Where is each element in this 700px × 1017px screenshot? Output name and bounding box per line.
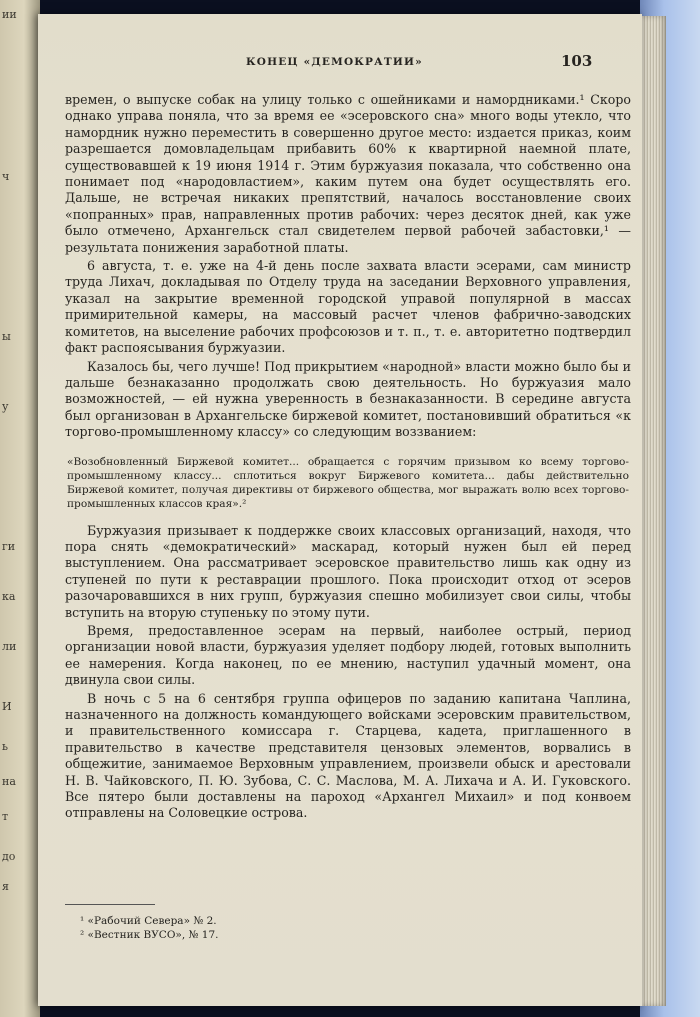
left-page-fragment: т: [2, 810, 9, 823]
paragraph: В ночь с 5 на 6 сентября группа офицеров по заданию капитана Чаплина, назначенного на должность командующего войсками эсеровским правительством, и правительственного комиссара г. Старцева, кадета, приглашенного в правительство в качестве представителя цензовых элементов, ворвались в общежитие, занимаемое Верховным управлением, произвели обыск и арестовали Н. В. Чайковского, П. Ю. Зубова, С. С. Маслова, М. А. Лихача и А. И. Гуковского. Все пятеро были доставлены на пароход «Архангел Михаил» и под конвоем отправлены на Соловецкие острова.: [65, 690, 631, 821]
running-title: КОНЕЦ «ДЕМОКРАТИИ»: [246, 56, 423, 68]
left-page-fragment: ги: [2, 540, 16, 553]
left-page-fragment: у: [2, 400, 9, 413]
left-page-fragment: я: [2, 880, 9, 893]
left-page-fragment: ка: [2, 590, 16, 603]
footnote-divider: [65, 904, 155, 905]
left-page-fragment: ы: [2, 330, 11, 343]
left-page-fragment: ли: [2, 640, 17, 653]
footnote: ¹ «Рабочий Севера» № 2.: [80, 915, 217, 927]
footnotes: [80, 914, 219, 942]
page-header: [38, 52, 642, 74]
paragraph: Время, предоставленное эсерам на первый, наиболее острый, период организации новой власти, буржуазия уделяет подбору людей, готовых выполнить ее намерения. Когда наконец, по ее мнению, наступил удачный момент, она двинула свои силы.: [65, 622, 631, 688]
left-page-fragment: И: [2, 700, 12, 713]
left-page-edge: [0, 0, 40, 1017]
book-page: [38, 14, 642, 1006]
paragraph: времен, о выпуске собак на улицу только с ошейниками и намордниками.¹ Скоро однако управа поняла, что за время ее «эсеровского сна» много воды утекло, что намордник нужно переместить в совершенно другое место: издается приказ, коим разрешается домовладельцам прибавить 60% к квартирной наемной плате, существовавшей к 19 июня 1914 г. Этим буржуазия показала, что собственно она понимает под «народовластием», каким путем она будет осуществлять его. Дальше, не встречая никаких препятствий, началось восстановление своих «попранных» прав, направленных против рабочих: через десяток дней, как уже было отмечено, Архангельск стал свидетелем первой рабочей забастовки,¹ — результата понижения заработной платы.: [65, 92, 631, 255]
left-page-fragment: на: [2, 775, 16, 788]
paragraph: Казалось бы, чего лучше! Под прикрытием «народной» власти можно было бы и дальше безнаказанно продолжать свою деятельность. Но буржуазия мало возможностей, — ей нужна уверенность в безнаказанности. В середине августа был организован в Архангельске биржевой комитет, постановивший обратиться «к торгово-промышленному классу» со следующим воззванием:: [65, 358, 631, 440]
left-page-fragment: до: [2, 850, 16, 863]
left-page-fragment: ии: [2, 8, 17, 21]
left-page-fragment: ь: [2, 740, 8, 753]
left-page-fragment: ч: [2, 170, 10, 183]
page-number: 103: [561, 52, 593, 70]
page-edges: [640, 16, 666, 1006]
block-quote: «Возобновленный Биржевой комитет... обращается с горячим призывом ко всему торгово-промышленному классу... сплотиться вокруг Биржевого комитета... дабы действительно Биржевой комитет, получая директивы от биржевого общества, мог выражать волю всех торгово-промышленных классов края».²: [67, 455, 629, 510]
paragraph: Буржуазия призывает к поддержке своих классовых организаций, находя, что пора снять «демократический» маскарад, который нужен был ей перед выступлением. Она рассматривает эсеровское правительство лишь как одну из ступеней по пути к реставрации прошлого. Пока происходит отход от эсеров разочаровавшихся в них групп, буржуазия спешно мобилизует свои силы, чтобы вступить на вторую ступеньку по этому пути.: [65, 522, 631, 620]
body-text: [65, 92, 631, 822]
footnote: ² «Вестник ВУСО», № 17.: [80, 929, 219, 941]
paragraph: 6 августа, т. е. уже на 4-й день после захвата власти эсерами, сам министр труда Лихач, докладывая по Отделу труда на заседании Верховного управления, указал на закрытие временной городской управой популярной в массах примирительной камеры, на массовый расчет членов фабрично-заводских комитетов, на выселение рабочих профсоюзов и т. п., т. е. авторитетно подтвердил факт распоясывания буржуазии.: [65, 258, 631, 356]
